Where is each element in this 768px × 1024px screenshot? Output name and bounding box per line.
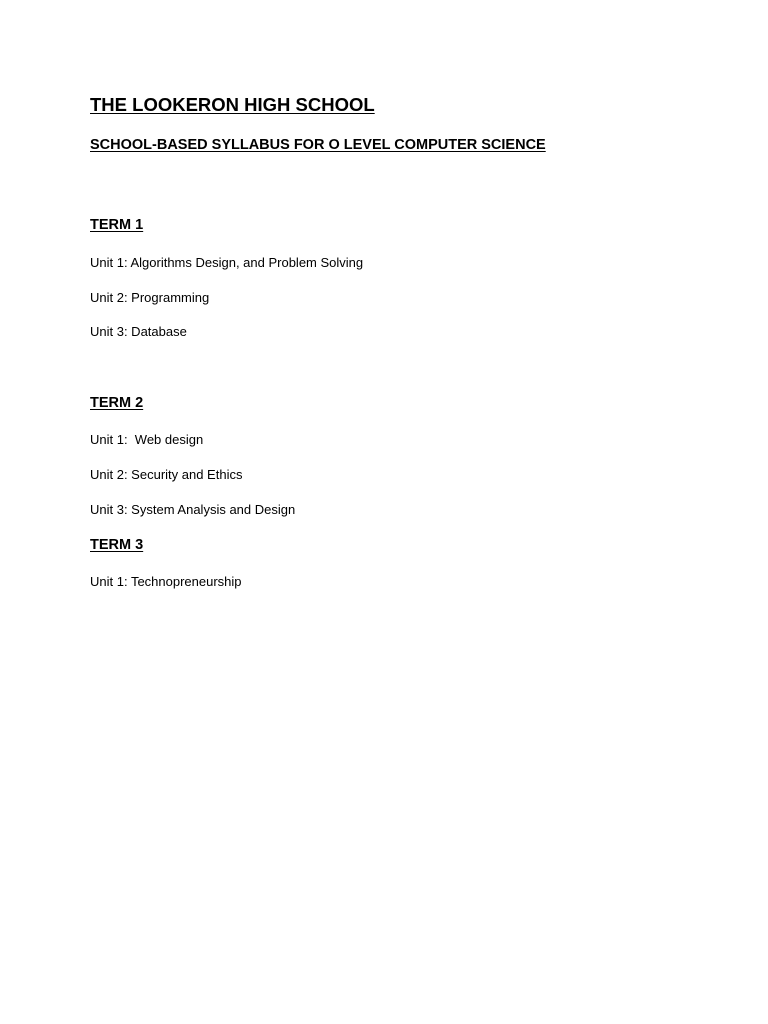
term-2-unit-2: Unit 2: Security and Ethics	[90, 467, 243, 482]
term-3-heading: TERM 3	[90, 537, 144, 553]
school-name: THE LOOKERON HIGH SCHOOL	[90, 94, 375, 115]
term-2-unit-3: Unit 3: System Analysis and Design	[90, 502, 296, 517]
term-2-heading: TERM 2	[90, 395, 144, 411]
syllabus-title: SCHOOL-BASED SYLLABUS FOR O LEVEL COMPUTER SCIENCE	[90, 137, 546, 153]
term-3-unit-1: Unit 1: Technopreneurship	[90, 574, 242, 589]
term-1-unit-3: Unit 3: Database	[90, 324, 187, 339]
term-1-unit-2: Unit 2: Programming	[90, 290, 210, 305]
term-1-heading: TERM 1	[90, 217, 144, 233]
term-2-unit-1: Unit 1: Web design	[90, 432, 204, 447]
term-1-unit-1: Unit 1: Algorithms Design, and Problem Solving	[90, 255, 364, 270]
